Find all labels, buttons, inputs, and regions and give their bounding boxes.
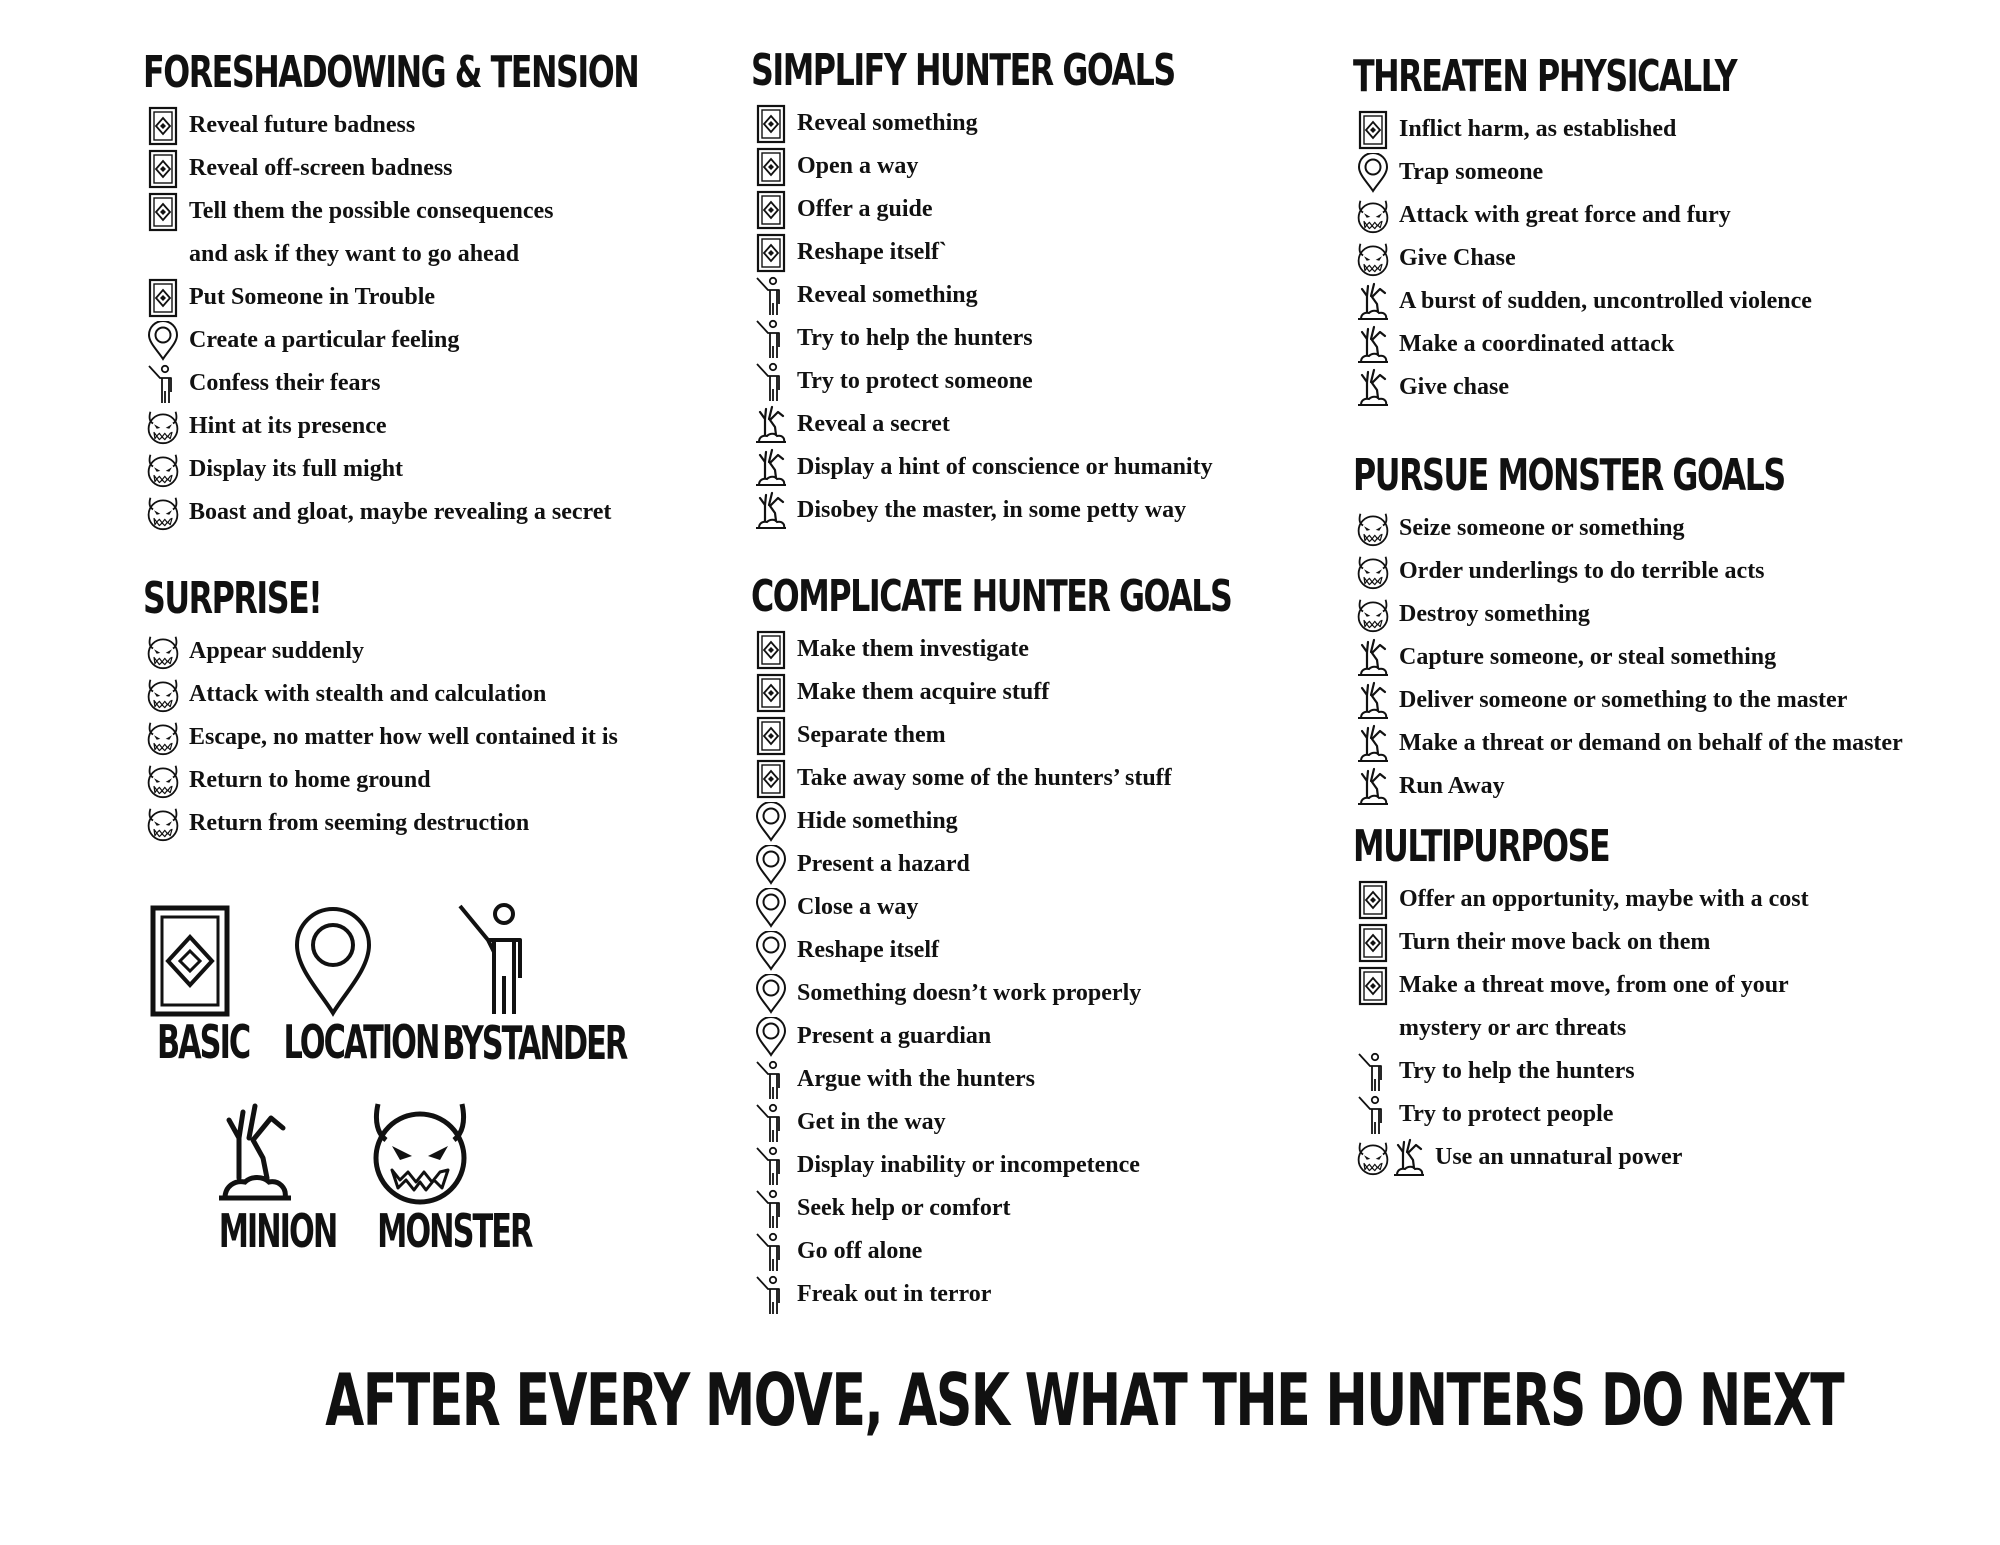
move-icons bbox=[145, 149, 189, 189]
footer-reminder bbox=[0, 1360, 2000, 1440]
move-text: Destroy something bbox=[1399, 601, 1590, 627]
basic-card-icon bbox=[753, 104, 789, 144]
section-title: PURSUE MONSTER GOALS bbox=[1353, 450, 1785, 501]
monster-face-icon bbox=[1355, 196, 1391, 236]
move-list bbox=[753, 628, 1418, 1316]
move-icons bbox=[753, 1146, 797, 1186]
move-icons bbox=[145, 632, 189, 672]
basic-card-icon bbox=[753, 630, 789, 670]
basic-card-icon bbox=[1355, 923, 1391, 963]
move-text: Tell them the possible consequences bbox=[189, 198, 554, 224]
move-text: Make a coordinated attack bbox=[1399, 331, 1675, 357]
bystander-person-icon bbox=[1355, 1095, 1391, 1135]
move-text: Return from seeming destruction bbox=[189, 810, 530, 836]
move-icons bbox=[1355, 681, 1399, 721]
move-item bbox=[753, 671, 1418, 714]
monster-face-icon bbox=[1355, 239, 1391, 279]
move-icons bbox=[1355, 196, 1399, 236]
move-item bbox=[753, 360, 1418, 403]
move-item bbox=[753, 1101, 1418, 1144]
bystander-person-icon bbox=[450, 900, 540, 1018]
move-icons bbox=[753, 1275, 797, 1315]
move-icons bbox=[145, 106, 189, 146]
location-pin-icon bbox=[753, 802, 789, 842]
bystander-person-icon bbox=[753, 1275, 789, 1315]
move-item bbox=[753, 1015, 1418, 1058]
move-item bbox=[1355, 679, 1953, 722]
move-list bbox=[145, 630, 831, 845]
basic-card-icon bbox=[753, 759, 789, 799]
minion-hand-icon bbox=[1355, 368, 1391, 408]
minion-hand-icon bbox=[1355, 767, 1391, 807]
legend-minion-label: MINION bbox=[218, 1204, 337, 1258]
move-item bbox=[753, 102, 1418, 145]
move-text: Take away some of the hunters’ stuff bbox=[797, 765, 1172, 791]
move-item bbox=[753, 1144, 1418, 1187]
section-surprise bbox=[145, 574, 831, 845]
move-text: Argue with the hunters bbox=[797, 1066, 1035, 1092]
move-icons bbox=[1355, 923, 1399, 963]
move-icons bbox=[145, 321, 189, 361]
move-item bbox=[1355, 921, 1953, 964]
move-icons bbox=[145, 407, 189, 447]
move-icons bbox=[753, 233, 797, 273]
move-icons bbox=[753, 190, 797, 230]
bystander-person-icon bbox=[753, 1060, 789, 1100]
monster-face-icon bbox=[145, 761, 181, 801]
legend-basic bbox=[140, 905, 250, 1069]
move-text: Create a particular feeling bbox=[189, 327, 460, 353]
location-pin-icon bbox=[753, 974, 789, 1014]
move-text: Display inability or incompetence bbox=[797, 1152, 1140, 1178]
move-icons bbox=[1355, 552, 1399, 592]
basic-card-icon bbox=[150, 905, 230, 1017]
move-icons bbox=[1355, 1052, 1399, 1092]
move-text: Display a hint of conscience or humanity bbox=[797, 454, 1213, 480]
bystander-person-icon bbox=[753, 1103, 789, 1143]
legend-minion bbox=[200, 1098, 337, 1258]
move-text: Attack with great force and fury bbox=[1399, 202, 1731, 228]
move-icons bbox=[753, 147, 797, 187]
move-item bbox=[753, 145, 1418, 188]
basic-card-icon bbox=[753, 233, 789, 273]
legend-bystander bbox=[415, 900, 627, 1070]
monster-face-icon bbox=[1355, 552, 1391, 592]
monster-face-icon bbox=[145, 804, 181, 844]
monster-face-icon bbox=[145, 407, 181, 447]
move-item bbox=[753, 188, 1418, 231]
monster-face-icon bbox=[145, 718, 181, 758]
move-text: Seize someone or something bbox=[1399, 515, 1685, 541]
basic-card-icon bbox=[753, 147, 789, 187]
move-icons bbox=[753, 1189, 797, 1229]
move-icons bbox=[753, 491, 797, 531]
minion-hand-icon bbox=[753, 491, 789, 531]
move-text: Escape, no matter how well contained it is bbox=[189, 724, 618, 750]
move-item bbox=[753, 446, 1418, 489]
move-item bbox=[753, 274, 1418, 317]
move-item bbox=[145, 147, 831, 190]
move-icons bbox=[753, 888, 797, 928]
move-item bbox=[145, 802, 831, 845]
basic-card-icon bbox=[753, 716, 789, 756]
section-pursue bbox=[1355, 451, 1953, 808]
move-list bbox=[145, 104, 831, 534]
move-item bbox=[145, 716, 831, 759]
move-item bbox=[145, 448, 831, 491]
move-item bbox=[753, 929, 1418, 972]
move-icons bbox=[145, 278, 189, 318]
move-text: Give Chase bbox=[1399, 245, 1516, 271]
move-text: Seek help or comfort bbox=[797, 1195, 1011, 1221]
bystander-person-icon bbox=[753, 1189, 789, 1229]
move-icons bbox=[753, 974, 797, 1014]
move-text: Try to protect people bbox=[1399, 1101, 1614, 1127]
move-icons bbox=[145, 450, 189, 490]
move-icons bbox=[145, 761, 189, 801]
column-middle bbox=[753, 46, 1418, 1316]
section-title: COMPLICATE HUNTER GOALS bbox=[751, 571, 1232, 622]
move-text: Present a hazard bbox=[797, 851, 970, 877]
move-item bbox=[145, 190, 831, 233]
bystander-person-icon bbox=[753, 1146, 789, 1186]
move-item bbox=[1355, 280, 1953, 323]
minion-zombie-hand-icon bbox=[215, 1098, 295, 1206]
move-text: Make a threat or demand on behalf of the master bbox=[1399, 730, 1903, 756]
monster-face-icon bbox=[145, 493, 181, 533]
move-item bbox=[753, 231, 1418, 274]
move-text: A burst of sudden, uncontrolled violence bbox=[1399, 288, 1812, 314]
move-icons bbox=[1355, 325, 1399, 365]
move-icons bbox=[145, 493, 189, 533]
move-icons bbox=[1355, 767, 1399, 807]
move-text: Turn their move back on them bbox=[1399, 929, 1711, 955]
location-pin-icon bbox=[753, 888, 789, 928]
location-pin-icon bbox=[1355, 153, 1391, 193]
bystander-person-icon bbox=[753, 276, 789, 316]
move-text: and ask if they want to go ahead bbox=[189, 241, 520, 267]
move-icons bbox=[753, 362, 797, 402]
legend-monster-label: MONSTER bbox=[377, 1204, 532, 1258]
move-icons bbox=[753, 1060, 797, 1100]
move-icons bbox=[1355, 282, 1399, 322]
move-icons bbox=[753, 630, 797, 670]
column-left bbox=[145, 48, 831, 845]
move-icons bbox=[1355, 110, 1399, 150]
move-text: Run Away bbox=[1399, 773, 1505, 799]
move-text: Trap someone bbox=[1399, 159, 1544, 185]
bystander-person-icon bbox=[145, 364, 181, 404]
move-item bbox=[1355, 108, 1953, 151]
move-item bbox=[1355, 323, 1953, 366]
move-item bbox=[753, 843, 1418, 886]
move-item bbox=[145, 673, 831, 716]
monster-face-icon bbox=[1355, 509, 1391, 549]
move-text: Close a way bbox=[797, 894, 919, 920]
section-threaten bbox=[1355, 52, 1953, 409]
move-text: Boast and gloat, maybe revealing a secret bbox=[189, 499, 612, 525]
monster-face-icon bbox=[145, 450, 181, 490]
move-icons bbox=[753, 104, 797, 144]
location-pin-icon bbox=[753, 1017, 789, 1057]
move-item bbox=[145, 276, 831, 319]
move-text: Use an unnatural power bbox=[1435, 1144, 1683, 1170]
move-text: Try to help the hunters bbox=[797, 325, 1033, 351]
move-text: Capture someone, or steal something bbox=[1399, 644, 1777, 670]
move-icons bbox=[753, 845, 797, 885]
minion-hand-icon bbox=[1355, 681, 1391, 721]
move-text: Reshape itself` bbox=[797, 239, 947, 265]
move-text: Make them investigate bbox=[797, 636, 1029, 662]
move-item bbox=[1355, 765, 1953, 808]
footer-text: AFTER EVERY MOVE, ASK WHAT THE HUNTERS DO NEXT bbox=[325, 1358, 1844, 1442]
legend-basic-label: BASIC bbox=[157, 1015, 250, 1069]
move-item bbox=[145, 104, 831, 147]
move-icons bbox=[1355, 368, 1399, 408]
bystander-person-icon bbox=[1355, 1052, 1391, 1092]
move-list bbox=[1355, 507, 1953, 808]
move-icons bbox=[753, 759, 797, 799]
move-item bbox=[1355, 722, 1953, 765]
basic-card-icon bbox=[145, 278, 181, 318]
move-item bbox=[145, 630, 831, 673]
move-icons bbox=[753, 319, 797, 359]
move-icons bbox=[145, 364, 189, 404]
move-icons bbox=[753, 405, 797, 445]
move-icons bbox=[753, 276, 797, 316]
move-icons bbox=[753, 1017, 797, 1057]
basic-card-icon bbox=[753, 673, 789, 713]
move-text: Display its full might bbox=[189, 456, 404, 482]
move-text: Disobey the master, in some petty way bbox=[797, 497, 1187, 523]
section-foreshadowing bbox=[145, 48, 831, 534]
basic-card-icon bbox=[1355, 880, 1391, 920]
section-multipurpose bbox=[1355, 822, 1953, 1179]
move-item bbox=[1355, 964, 1953, 1007]
move-text: Deliver someone or something to the master bbox=[1399, 687, 1848, 713]
legend-bystander-label: BYSTANDER bbox=[442, 1016, 627, 1070]
move-text: Present a guardian bbox=[797, 1023, 992, 1049]
move-item bbox=[753, 1187, 1418, 1230]
minion-hand-icon bbox=[1391, 1138, 1427, 1178]
monster-face-icon bbox=[364, 1098, 476, 1206]
move-icons bbox=[1355, 509, 1399, 549]
move-icons bbox=[1355, 638, 1399, 678]
basic-card-icon bbox=[753, 190, 789, 230]
minion-hand-icon bbox=[1355, 325, 1391, 365]
monster-face-icon bbox=[145, 675, 181, 715]
move-item bbox=[753, 800, 1418, 843]
move-icons bbox=[145, 192, 189, 232]
move-text: Open a way bbox=[797, 153, 919, 179]
move-item bbox=[145, 405, 831, 448]
move-item bbox=[753, 1273, 1418, 1316]
move-icons bbox=[753, 448, 797, 488]
move-text: Reveal off-screen badness bbox=[189, 155, 453, 181]
bystander-person-icon bbox=[753, 1232, 789, 1272]
move-item bbox=[1355, 507, 1953, 550]
move-text: Appear suddenly bbox=[189, 638, 364, 664]
move-item bbox=[753, 1058, 1418, 1101]
move-item bbox=[1355, 237, 1953, 280]
legend-location-label: LOCATION bbox=[283, 1015, 439, 1069]
move-icons bbox=[145, 718, 189, 758]
basic-card-icon bbox=[145, 106, 181, 146]
move-text: Go off alone bbox=[797, 1238, 923, 1264]
move-icons bbox=[753, 1232, 797, 1272]
move-text: Reveal a secret bbox=[797, 411, 950, 437]
move-item bbox=[1355, 1093, 1953, 1136]
move-item bbox=[1355, 1136, 1953, 1179]
move-text: Reveal something bbox=[797, 282, 978, 308]
minion-hand-icon bbox=[753, 448, 789, 488]
move-item bbox=[1355, 194, 1953, 237]
move-icons bbox=[753, 931, 797, 971]
move-text: Return to home ground bbox=[189, 767, 431, 793]
section-title: MULTIPURPOSE bbox=[1353, 821, 1610, 872]
move-icons bbox=[753, 802, 797, 842]
move-item bbox=[753, 714, 1418, 757]
monster-face-icon bbox=[1355, 1138, 1391, 1178]
move-item bbox=[753, 972, 1418, 1015]
move-item bbox=[753, 757, 1418, 800]
basic-card-icon bbox=[1355, 110, 1391, 150]
move-text: Order underlings to do terrible acts bbox=[1399, 558, 1765, 584]
move-icons bbox=[145, 804, 189, 844]
move-item bbox=[1355, 366, 1953, 409]
basic-card-icon bbox=[145, 192, 181, 232]
move-item bbox=[145, 491, 831, 534]
move-text: Reveal something bbox=[797, 110, 978, 136]
move-item bbox=[753, 403, 1418, 446]
move-item bbox=[753, 317, 1418, 360]
move-text: Something doesn’t work properly bbox=[797, 980, 1142, 1006]
move-text: Offer an opportunity, maybe with a cost bbox=[1399, 886, 1809, 912]
move-item bbox=[753, 1230, 1418, 1273]
minion-hand-icon bbox=[753, 405, 789, 445]
move-text: Try to help the hunters bbox=[1399, 1058, 1635, 1084]
move-text: Reshape itself bbox=[797, 937, 939, 963]
section-title: SURPRISE! bbox=[143, 573, 322, 624]
bystander-person-icon bbox=[753, 319, 789, 359]
move-text: mystery or arc threats bbox=[1399, 1015, 1627, 1041]
move-icons bbox=[145, 675, 189, 715]
move-text: Separate them bbox=[797, 722, 946, 748]
legend-location bbox=[258, 905, 439, 1069]
move-icons bbox=[753, 716, 797, 756]
move-item bbox=[1355, 151, 1953, 194]
section-title: FORESHADOWING & TENSION bbox=[143, 47, 639, 98]
move-list bbox=[1355, 108, 1953, 409]
move-item bbox=[1355, 878, 1953, 921]
column-right bbox=[1355, 52, 1953, 1179]
move-item bbox=[145, 233, 831, 276]
location-pin-icon bbox=[145, 321, 181, 361]
section-title: SIMPLIFY HUNTER GOALS bbox=[751, 45, 1175, 96]
minion-hand-icon bbox=[1355, 282, 1391, 322]
move-text: Attack with stealth and calculation bbox=[189, 681, 547, 707]
move-text: Confess their fears bbox=[189, 370, 381, 396]
move-item bbox=[753, 489, 1418, 532]
basic-card-icon bbox=[1355, 966, 1391, 1006]
move-item bbox=[145, 362, 831, 405]
move-item bbox=[145, 759, 831, 802]
move-icons bbox=[1355, 1138, 1435, 1178]
basic-card-icon bbox=[145, 149, 181, 189]
move-item bbox=[753, 886, 1418, 929]
move-item bbox=[1355, 550, 1953, 593]
move-item bbox=[145, 319, 831, 362]
move-list bbox=[1355, 878, 1953, 1179]
move-text: Hide something bbox=[797, 808, 958, 834]
move-icons bbox=[1355, 153, 1399, 193]
move-text: Make them acquire stuff bbox=[797, 679, 1050, 705]
move-icons bbox=[1355, 724, 1399, 764]
section-title: THREATEN PHYSICALLY bbox=[1353, 51, 1737, 102]
minion-hand-icon bbox=[1355, 638, 1391, 678]
move-text: Offer a guide bbox=[797, 196, 933, 222]
legend-monster bbox=[355, 1098, 532, 1258]
location-pin-icon bbox=[291, 905, 375, 1017]
move-icons bbox=[753, 673, 797, 713]
move-text: Reveal future badness bbox=[189, 112, 416, 138]
move-item bbox=[1355, 1007, 1953, 1050]
move-icons bbox=[753, 1103, 797, 1143]
move-list bbox=[753, 102, 1418, 532]
move-text: Hint at its presence bbox=[189, 413, 387, 439]
move-item bbox=[1355, 1050, 1953, 1093]
bystander-person-icon bbox=[753, 362, 789, 402]
move-item bbox=[1355, 593, 1953, 636]
move-icons bbox=[1355, 966, 1399, 1006]
monster-face-icon bbox=[145, 632, 181, 672]
move-text: Inflict harm, as established bbox=[1399, 116, 1677, 142]
move-text: Freak out in terror bbox=[797, 1281, 992, 1307]
section-complicate bbox=[753, 572, 1418, 1316]
move-text: Put Someone in Trouble bbox=[189, 284, 436, 310]
location-pin-icon bbox=[753, 931, 789, 971]
move-icons bbox=[1355, 880, 1399, 920]
location-pin-icon bbox=[753, 845, 789, 885]
move-icons bbox=[1355, 1095, 1399, 1135]
move-icons bbox=[1355, 595, 1399, 635]
move-icons bbox=[1355, 239, 1399, 279]
move-text: Get in the way bbox=[797, 1109, 946, 1135]
monster-face-icon bbox=[1355, 595, 1391, 635]
move-item bbox=[1355, 636, 1953, 679]
move-text: Try to protect someone bbox=[797, 368, 1033, 394]
move-text: Give chase bbox=[1399, 374, 1509, 400]
section-simplify bbox=[753, 46, 1418, 532]
move-text: Make a threat move, from one of your bbox=[1399, 972, 1789, 998]
move-item bbox=[753, 628, 1418, 671]
minion-hand-icon bbox=[1355, 724, 1391, 764]
